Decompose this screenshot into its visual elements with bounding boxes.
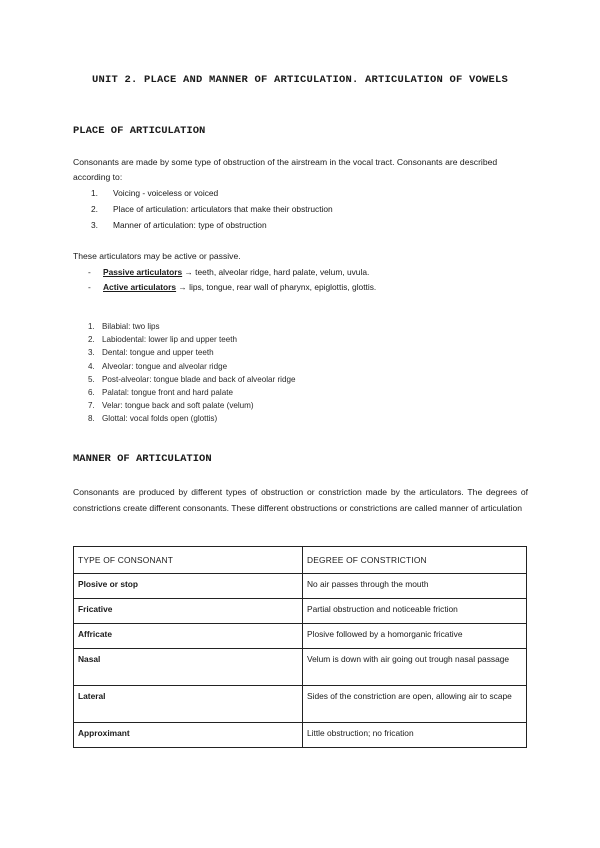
- list-item: 1. Voicing - voiceless or voiced: [91, 188, 219, 198]
- manner-table: [73, 546, 527, 748]
- table-row: [74, 599, 527, 624]
- list-item: 3. Manner of articulation: type of obstruction: [91, 220, 267, 230]
- articulators-intro: These articulators may be active or passive.: [73, 251, 241, 261]
- list-item: 5. Post-alveolar: tongue blade and back of alveolar ridge: [88, 374, 296, 384]
- list-item: 1. Bilabial: two lips: [88, 322, 160, 331]
- list-item: 6. Palatal: tongue front and hard palate: [88, 388, 233, 398]
- criteria-list: [91, 185, 333, 233]
- table-row: [74, 624, 527, 649]
- consonant-type: Lateral: [74, 686, 303, 723]
- constriction-degree: Partial obstruction and noticeable friction: [303, 599, 527, 624]
- places-list: [88, 320, 295, 426]
- consonant-type: Nasal: [74, 649, 303, 686]
- list-item: 4. Alveolar: tongue and alveolar ridge: [88, 361, 228, 371]
- consonant-type: Affricate: [74, 624, 303, 649]
- table-row: [74, 649, 527, 686]
- consonant-type: Approximant: [74, 723, 303, 748]
- table-row: [74, 723, 527, 748]
- list-item: 7. Velar: tongue back and soft palate (velum): [88, 401, 254, 411]
- list-item: 2. Labiodental: lower lip and upper teeth: [88, 335, 237, 345]
- list-item: 2. Place of articulation: articulators that make their obstruction: [91, 204, 333, 214]
- manner-heading: MANNER OF ARTICULATION: [73, 453, 212, 465]
- table-header-row: [74, 547, 527, 574]
- manner-intro: Consonants are produced by different types of obstruction or constriction made by the articulators. The degrees of constrictions create different consonants. These different obstructions or constrictions are called manner of articulation: [73, 487, 528, 513]
- page-title: UNIT 2. PLACE AND MANNER OF ARTICULATION. ARTICULATION OF VOWELS: [91, 74, 509, 86]
- column-header: TYPE OF CONSONANT: [74, 547, 303, 574]
- arrow-icon: →: [178, 282, 187, 292]
- table-row: [74, 686, 527, 723]
- arrow-icon: →: [184, 267, 193, 277]
- active-articulators-item: - Active articulators → lips, tongue, rear wall of pharynx, epiglottis, glottis.: [88, 282, 377, 292]
- consonant-type: Plosive or stop: [74, 574, 303, 599]
- place-heading: PLACE OF ARTICULATION: [73, 125, 206, 137]
- passive-articulators-item: - Passive articulators → teeth, alveolar ridge, hard palate, velum, uvula.: [88, 267, 370, 277]
- constriction-degree: Little obstruction; no frication: [303, 723, 527, 748]
- place-intro: Consonants are made by some type of obstruction of the airstream in the vocal tract. Consonants are described according to:: [73, 157, 498, 182]
- constriction-degree: Velum is down with air going out trough nasal passage: [303, 649, 527, 686]
- constriction-degree: No air passes through the mouth: [303, 574, 527, 599]
- list-item: 8. Glottal: vocal folds open (glottis): [88, 414, 218, 424]
- list-item: 3. Dental: tongue and upper teeth: [88, 348, 214, 358]
- table-row: [74, 574, 527, 599]
- constriction-degree: Plosive followed by a homorganic fricative: [303, 624, 527, 649]
- column-header: DEGREE OF CONSTRICTION: [303, 547, 527, 574]
- consonant-type: Fricative: [74, 599, 303, 624]
- constriction-degree: Sides of the constriction are open, allowing air to scape: [303, 686, 527, 723]
